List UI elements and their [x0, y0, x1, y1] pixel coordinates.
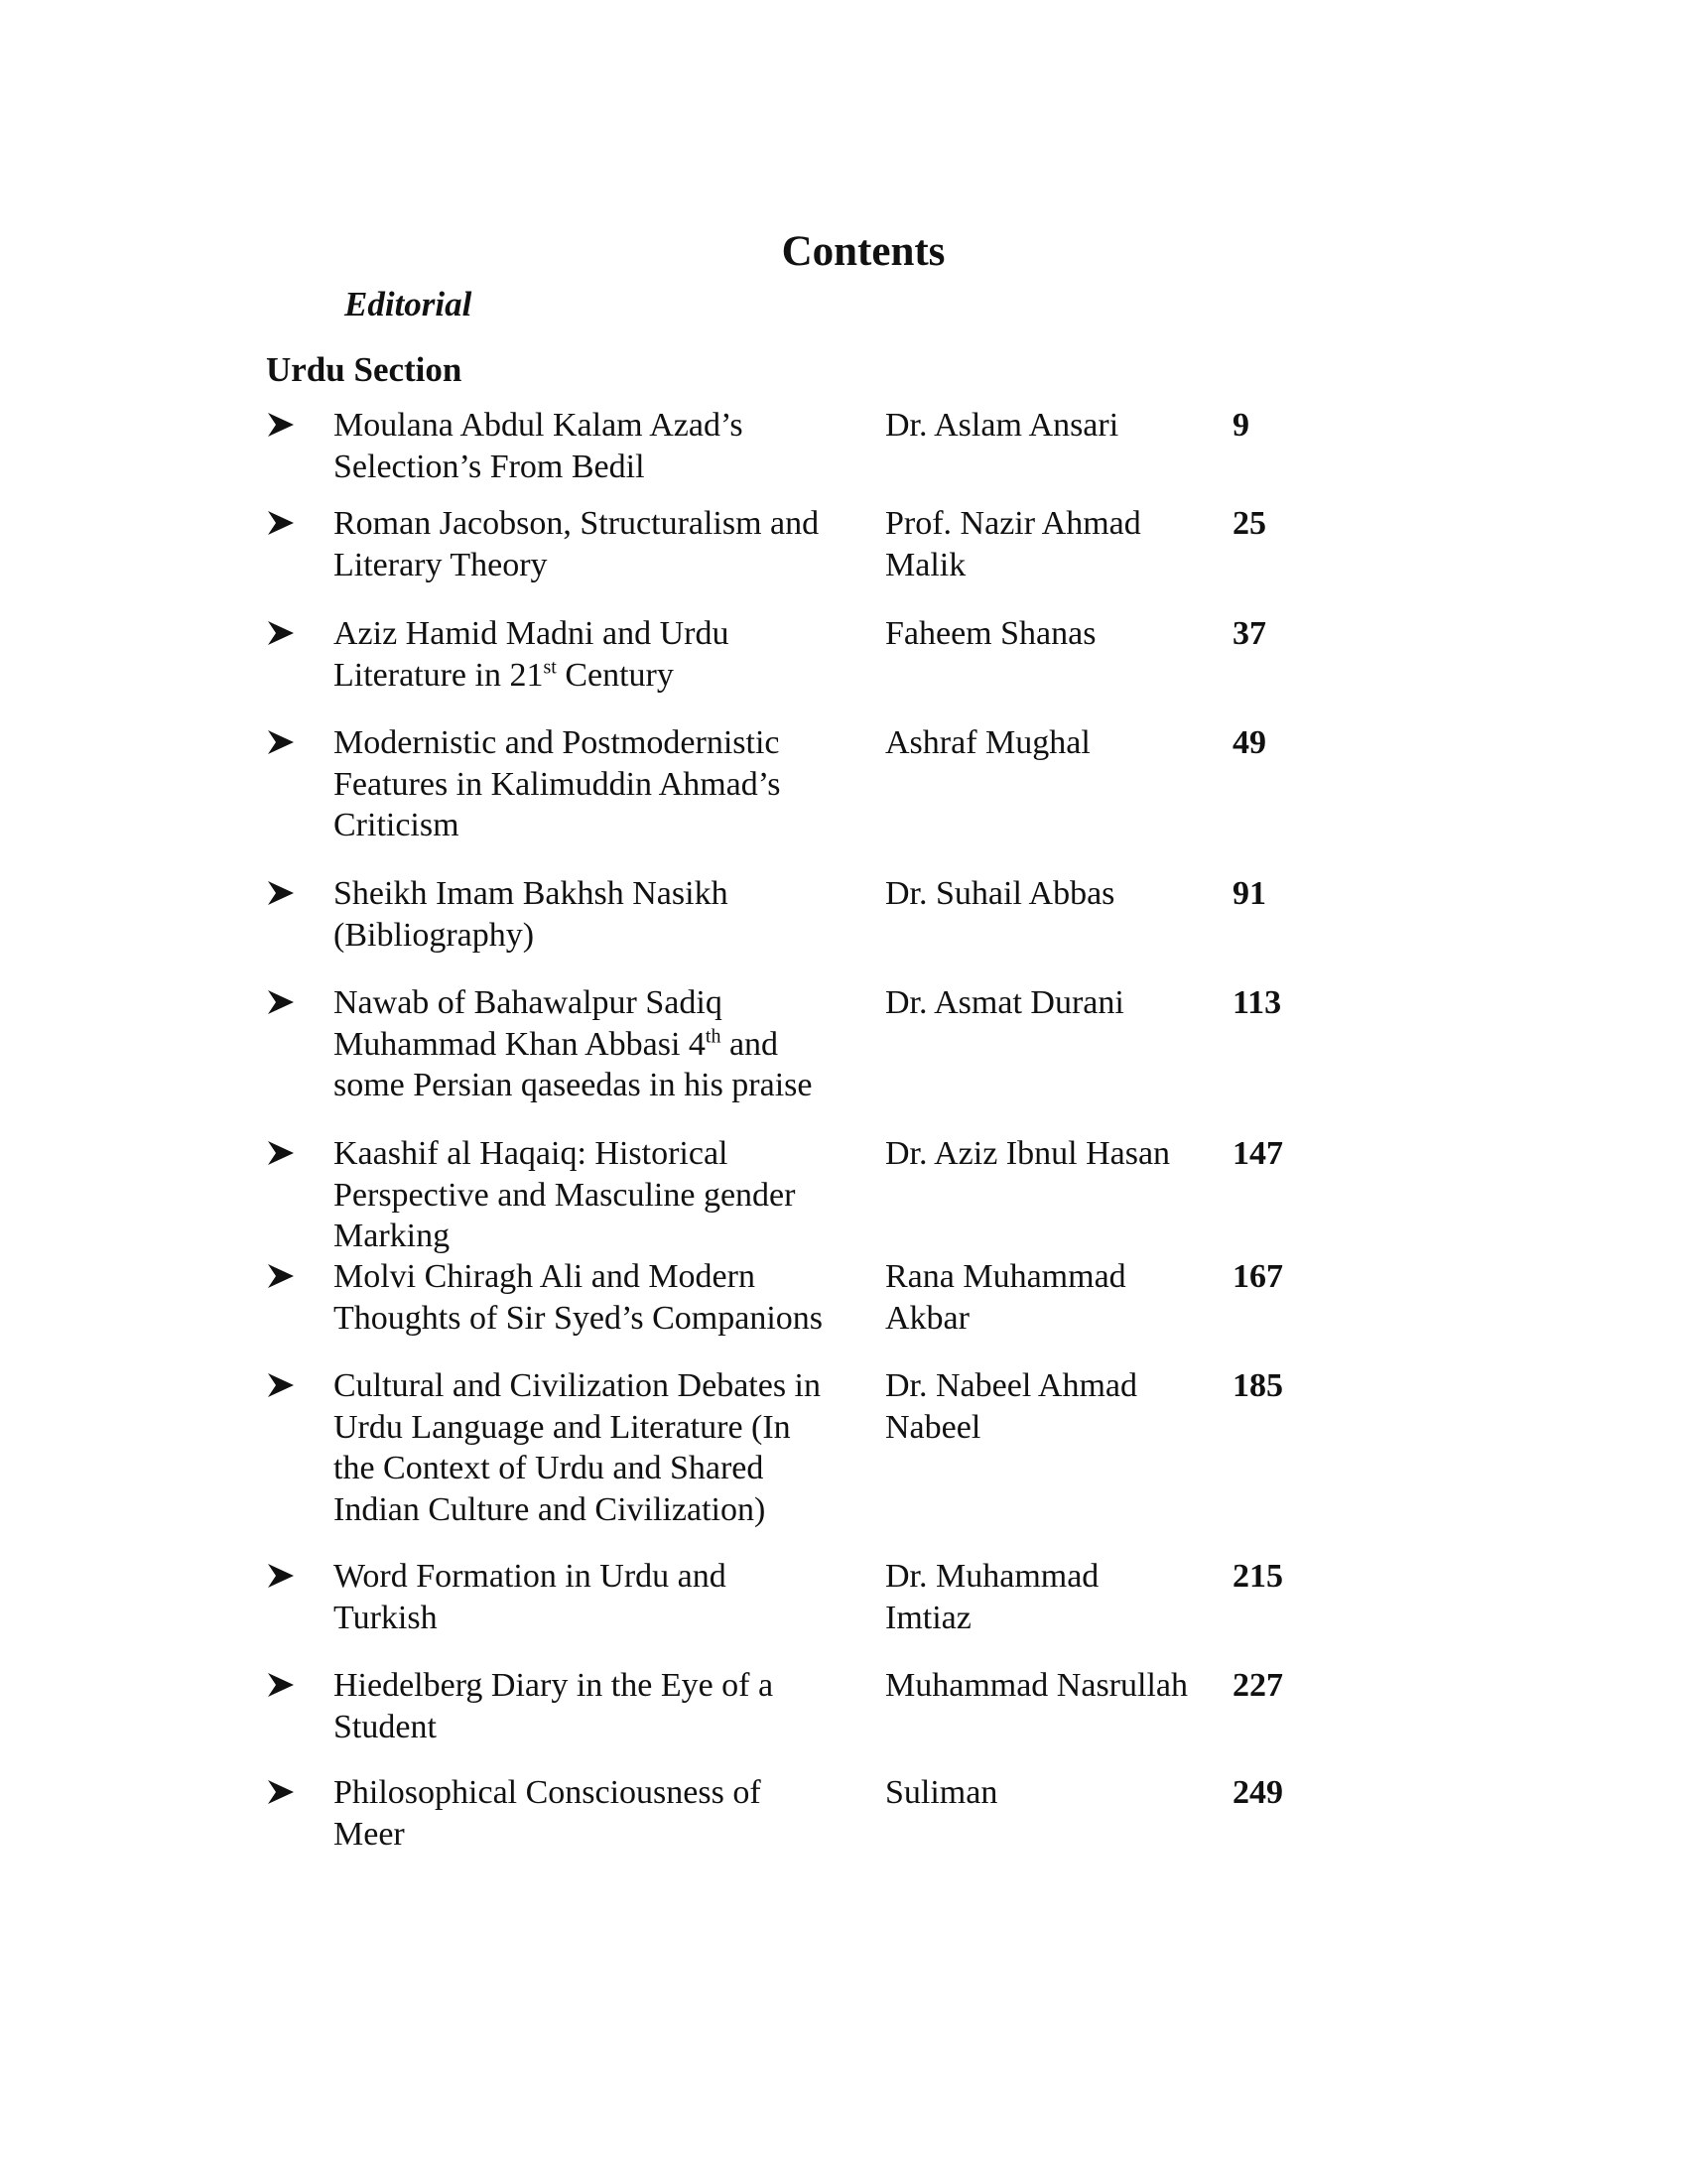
- entry-author-line: Dr. Muhammad: [885, 1558, 1100, 1595]
- arrow-bullet-icon: [266, 875, 298, 911]
- entry-page-number: 215: [1233, 1558, 1283, 1595]
- entry-page-number: 49: [1233, 724, 1266, 761]
- entry-title-line: some Persian qaseedas in his praise: [333, 1067, 813, 1103]
- entry-author-line: Prof. Nazir Ahmad: [885, 505, 1141, 542]
- entry-page-number: 167: [1233, 1258, 1283, 1295]
- arrow-bullet-icon: [266, 1667, 298, 1703]
- arrow-bullet-icon: [266, 1367, 298, 1403]
- entry-title-line: (Bibliography): [333, 916, 535, 954]
- entry-author-line: Imtiaz: [885, 1599, 972, 1636]
- entry-author-line: Dr. Nabeel Ahmad: [885, 1367, 1137, 1404]
- arrow-bullet-icon: [266, 1258, 298, 1294]
- entry-author-line: Nabeel: [885, 1408, 981, 1446]
- entry-page-number: 25: [1233, 505, 1266, 542]
- entry-title-line: Philosophical Consciousness of: [333, 1774, 761, 1811]
- arrow-bullet-icon: [266, 505, 298, 541]
- entry-title-line: Modernistic and Postmodernistic: [333, 724, 780, 761]
- entry-page-number: 9: [1233, 407, 1249, 444]
- entry-title-line: Molvi Chiragh Ali and Modern: [333, 1258, 755, 1295]
- entry-title-line: Selection’s From Bedil: [333, 448, 645, 485]
- entry-title-line: Criticism: [333, 807, 459, 843]
- entry-title-line: the Context of Urdu and Shared: [333, 1450, 764, 1486]
- entry-page-number: 249: [1233, 1774, 1283, 1811]
- entry-page-number: 227: [1233, 1667, 1283, 1704]
- entry-title-line: Features in Kalimuddin Ahmad’s: [333, 765, 781, 803]
- entry-title-line: Muhammad Khan Abbasi 4th and: [333, 1025, 779, 1063]
- entry-title-line: Moulana Abdul Kalam Azad’s: [333, 407, 743, 444]
- entry-author-line: Dr. Aslam Ansari: [885, 407, 1119, 444]
- arrow-bullet-icon: [266, 1774, 298, 1810]
- entry-title-line: Perspective and Masculine gender: [333, 1176, 796, 1214]
- editorial-heading: Editorial: [344, 285, 472, 323]
- entry-title-line: Literary Theory: [333, 546, 548, 583]
- entry-author-line: Faheem Shanas: [885, 615, 1097, 652]
- entry-author-line: Muhammad Nasrullah: [885, 1667, 1188, 1704]
- entry-author-line: Rana Muhammad: [885, 1258, 1126, 1295]
- arrow-bullet-icon: [266, 1558, 298, 1594]
- arrow-bullet-icon: [266, 724, 298, 760]
- entry-title-line: Nawab of Bahawalpur Sadiq: [333, 984, 722, 1021]
- entry-author-line: Malik: [885, 546, 967, 583]
- arrow-bullet-icon: [266, 984, 298, 1020]
- entry-title-line: Turkish: [333, 1599, 438, 1636]
- page-title: Contents: [781, 228, 946, 275]
- entry-page-number: 113: [1233, 984, 1282, 1021]
- entry-page-number: 185: [1233, 1367, 1283, 1404]
- entry-title-line: Sheikh Imam Bakhsh Nasikh: [333, 875, 728, 912]
- entry-page-number: 91: [1233, 875, 1266, 912]
- entry-title-line: Urdu Language and Literature (In: [333, 1408, 791, 1446]
- entry-title-line: Meer: [333, 1815, 405, 1853]
- entry-title-line: Indian Culture and Civilization): [333, 1490, 766, 1528]
- entry-page-number: 147: [1233, 1135, 1283, 1172]
- entry-title-line: Word Formation in Urdu and: [333, 1558, 726, 1595]
- entry-author-line: Dr. Asmat Durani: [885, 984, 1124, 1021]
- entry-author-line: Dr. Aziz Ibnul Hasan: [885, 1135, 1171, 1172]
- entry-title-line: Kaashif al Haqaiq: Historical: [333, 1135, 728, 1172]
- entry-title-line: Hiedelberg Diary in the Eye of a: [333, 1667, 774, 1704]
- entry-title-line: Cultural and Civilization Debates in: [333, 1367, 822, 1404]
- entry-author-line: Akbar: [885, 1299, 970, 1337]
- arrow-bullet-icon: [266, 615, 298, 651]
- entry-author-line: Dr. Suhail Abbas: [885, 875, 1115, 912]
- entry-title-line: Literature in 21st Century: [333, 656, 674, 694]
- entry-author-line: Suliman: [885, 1774, 998, 1811]
- section-heading: Urdu Section: [266, 350, 462, 389]
- entry-title-line: Marking: [333, 1218, 451, 1254]
- entry-title-line: Roman Jacobson, Structuralism and: [333, 505, 820, 542]
- entry-title-line: Thoughts of Sir Syed’s Companions: [333, 1299, 824, 1337]
- arrow-bullet-icon: [266, 1135, 298, 1171]
- arrow-bullet-icon: [266, 407, 298, 443]
- entry-title-line: Aziz Hamid Madni and Urdu: [333, 615, 729, 652]
- entry-page-number: 37: [1233, 615, 1266, 652]
- entry-author-line: Ashraf Mughal: [885, 724, 1091, 761]
- entry-title-line: Student: [333, 1708, 437, 1745]
